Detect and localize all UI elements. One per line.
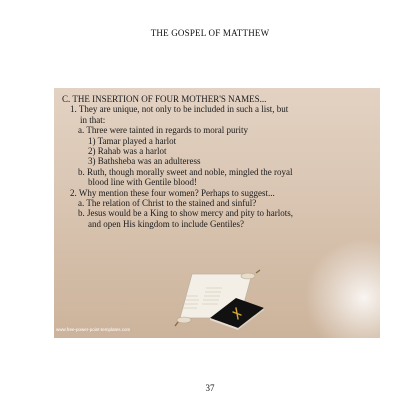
outline-line: C. THE INSERTION OF FOUR MOTHER'S NAMES...: [62, 94, 267, 104]
outline-line: 1) Tamar played a harlot: [88, 135, 177, 146]
outline-line: 2) Rahab was a harlot: [88, 146, 167, 157]
outline-line: b. Ruth, though morally sweet and noble, mingled the royal: [78, 166, 293, 177]
outline-line: a. The relation of Christ to the stained and sinful?: [78, 198, 257, 209]
slide: [54, 88, 380, 338]
outline-line: 2. Why mention these four women? Perhaps to suggest...: [70, 187, 275, 198]
outline-line: in that:: [80, 114, 106, 125]
outline-line: a. Three were tainted in regards to moral purity: [78, 125, 249, 136]
outline-line: b. Jesus would be a King to show mercy and pity to harlots,: [78, 208, 293, 219]
page-header: THE GOSPEL OF MATTHEW: [150, 28, 270, 38]
scroll-and-bible-illustration: [172, 268, 282, 330]
light-glow: [304, 238, 380, 338]
template-watermark: www.free-power-point-templates.com: [56, 327, 131, 332]
outline-line: 3) Bathsheba was an adulteress: [88, 156, 201, 167]
outline-line: and open His kingdom to include Gentiles?: [88, 218, 244, 229]
outline-line: blood line with Gentile blood!: [88, 177, 197, 188]
page-number: 37: [205, 383, 215, 393]
outline-line: 1. They are unique, not only to be included in such a list, but: [70, 104, 289, 115]
slide-outline: [60, 94, 374, 229]
